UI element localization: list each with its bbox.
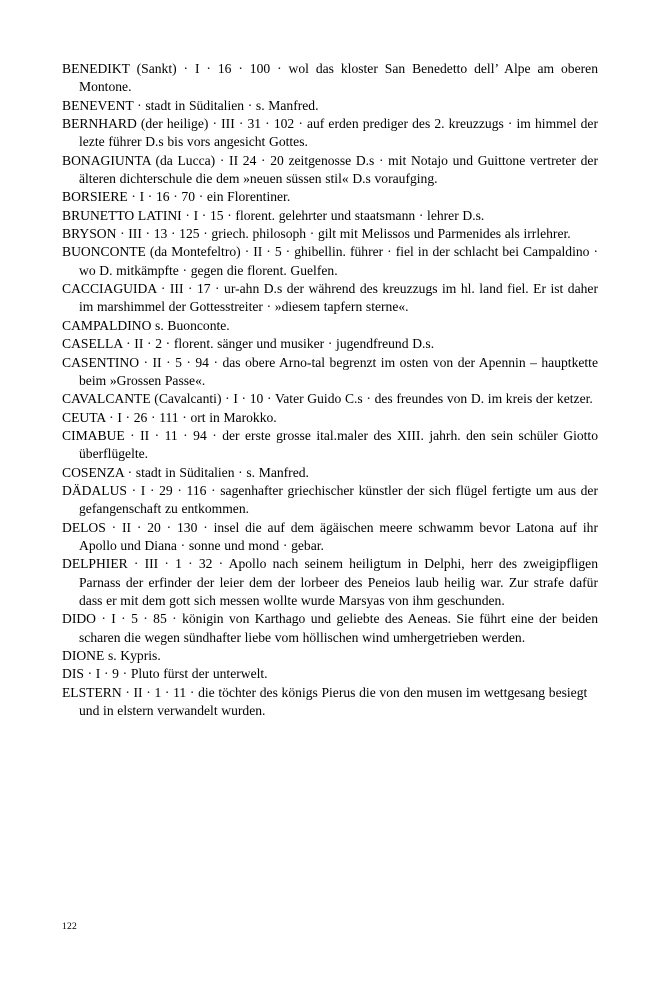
- glossary-entry: BUONCONTE (da Montefeltro) · II · 5 · ghibellin. führer · fiel in der schlacht bei Campaldino · wo D. mitkämpfte · gegen die florent. Guelfen.: [62, 244, 598, 278]
- glossary-entry: DELOS · II · 20 · 130 · insel die auf dem ägäischen meere schwamm bevor Latona auf ihr Apollo und Diana · sonne und mond · gebar.: [62, 519, 598, 553]
- glossary-entry: BENEDIKT (Sankt) · I · 16 · 100 · wol das kloster San Benedetto dell’ Alpe am oberen Montone.: [62, 61, 598, 95]
- glossary-entry: CACCIAGUIDA · III · 17 · ur-ahn D.s der während des kreuzzugs im hl. land fiel. Er ist daher im marshimmel der Gottesstreiter · »diesem tapfern sterne«.: [62, 281, 598, 315]
- page-number: 122: [62, 921, 77, 932]
- glossary-entry: CAVALCANTE (Cavalcanti) · I · 10 · Vater Guido C.s · des freundes von D. im kreis der ketzer.: [62, 391, 593, 407]
- glossary-entry: BENEVENT · stadt in Süditalien · s. Manfred.: [62, 97, 319, 113]
- glossary-entry: DIDO · I · 5 · 85 · königin von Karthago und geliebte des Aeneas. Sie führt eine der beiden scharen die wegen sündhafter liebe vom höllischen wind umhergetrieben werden.: [62, 611, 598, 645]
- glossary-entry: CEUTA · I · 26 · 111 · ort in Marokko.: [62, 409, 277, 425]
- glossary-entry-list: [62, 60, 598, 720]
- glossary-entry: DIS · I · 9 · Pluto fürst der unterwelt.: [62, 666, 268, 682]
- glossary-entry: BRYSON · III · 13 · 125 · griech. philosoph · gilt mit Melissos und Parmenides als irrlehrer.: [62, 226, 571, 242]
- glossary-entry: COSENZA · stadt in Süditalien · s. Manfred.: [62, 464, 309, 480]
- glossary-entry: BERNHARD (der heilige) · III · 31 · 102 · auf erden prediger des 2. kreuzzugs · im himmel der lezte führer D.s bis vors angesicht Gottes.: [62, 116, 598, 150]
- glossary-entry: DIONE s. Kypris.: [62, 648, 161, 663]
- glossary-entry: BRUNETTO LATINI · I · 15 · florent. gelehrter und staatsmann · lehrer D.s.: [62, 207, 485, 223]
- glossary-entry: BORSIERE · I · 16 · 70 · ein Florentiner.: [62, 189, 291, 205]
- glossary-entry: CASELLA · II · 2 · florent. sänger und musiker · jugendfreund D.s.: [62, 336, 435, 352]
- glossary-entry: BONAGIUNTA (da Lucca) · II 24 · 20 zeitgenosse D.s · mit Notajo und Guittone vertreter der älteren dichterschule die dem »neuen süssen stil« D.s voraufging.: [62, 152, 598, 187]
- glossary-entry: DÄDALUS · I · 29 · 116 · sagenhafter griechischer künstler der sich flügel fertigte um aus der gefangenschaft zu entkommen.: [62, 482, 598, 517]
- glossary-entry: ELSTERN · II · 1 · 11 · die töchter des königs Pierus die von den musen im wettgesang besiegt und in elstern verwandelt wurden.: [62, 684, 588, 719]
- glossary-entry: CAMPALDINO s. Buonconte.: [62, 317, 230, 333]
- glossary-entry: CASENTINO · II · 5 · 94 · das obere Arno-tal begrenzt im osten von der Apennin – hauptkette beim »Grossen Passe«.: [62, 354, 598, 388]
- glossary-entry: CIMABUE · II · 11 · 94 · der erste grosse ital.maler des XIII. jahrh. den sein schüler Giotto überflügelte.: [62, 427, 598, 462]
- glossary-entry: DELPHIER · III · 1 · 32 · Apollo nach seinem heiligtum in Delphi, herr des zweigipfligen Parnass der erfinder der leier dem der lorbeer des Peneios laub heilig war. Zur strafe dafür dass er mit dem gott sich messen wollte wurde Marsyas von ihm geschunden.: [62, 556, 598, 608]
